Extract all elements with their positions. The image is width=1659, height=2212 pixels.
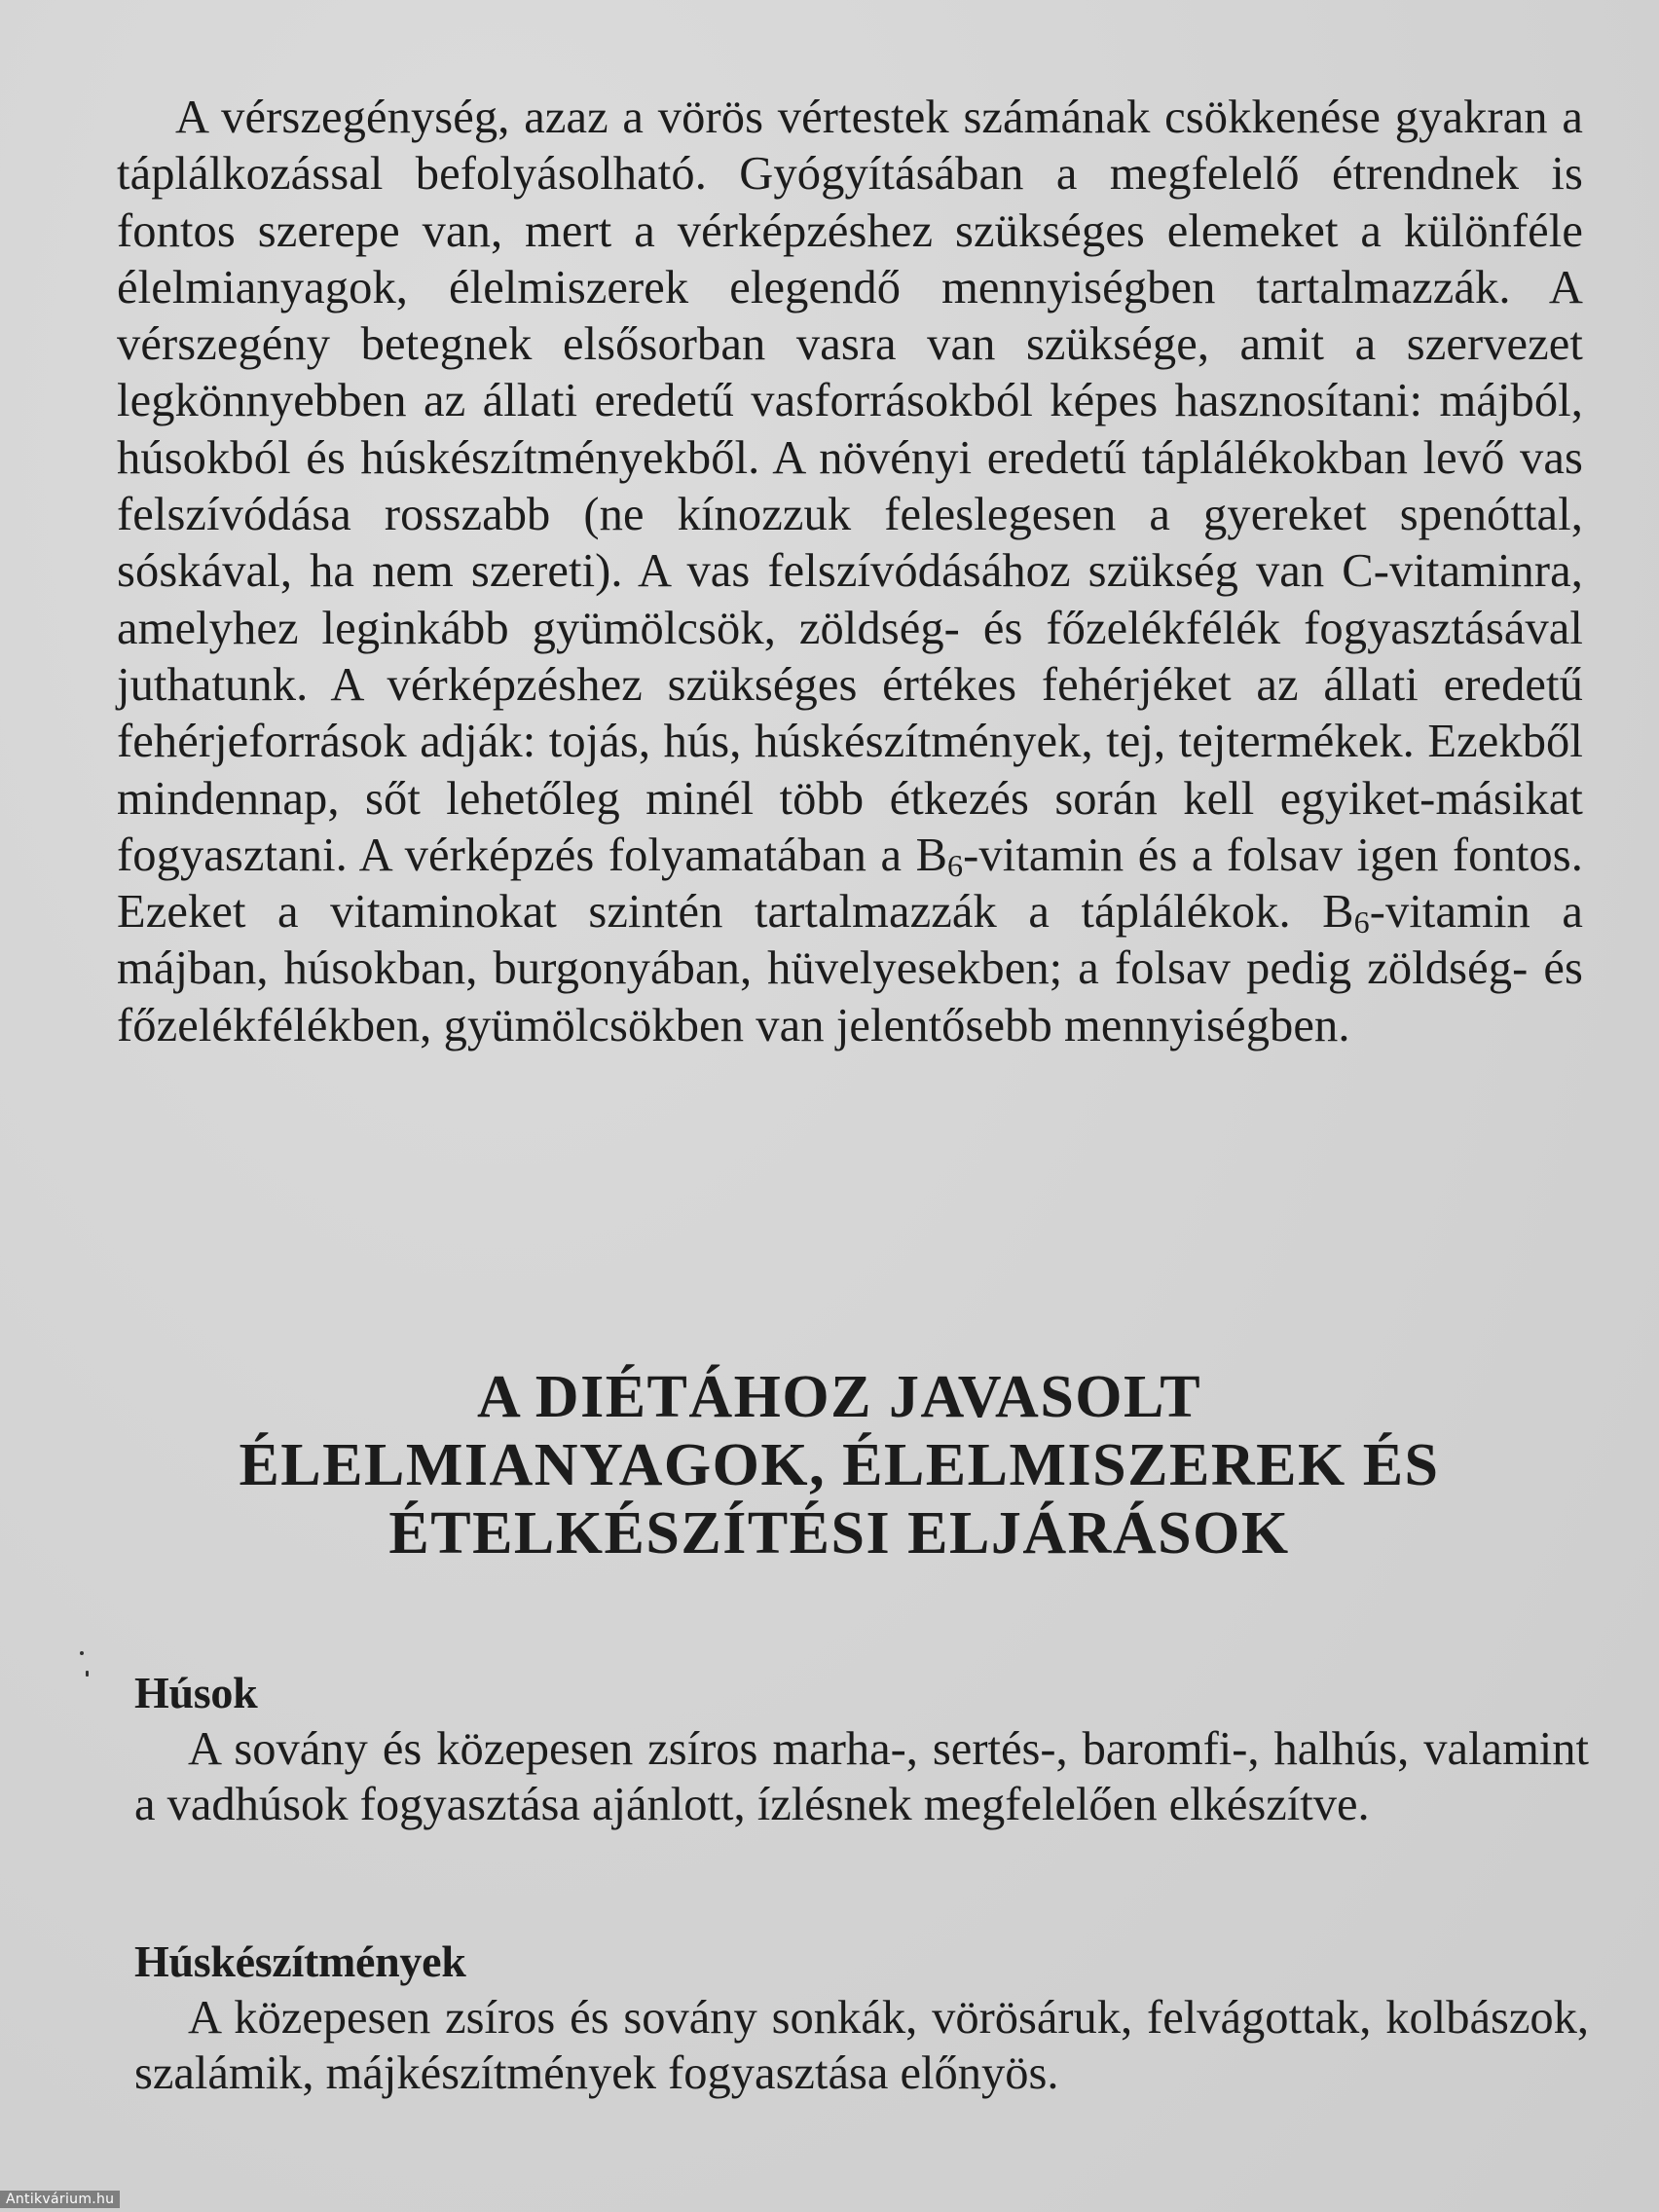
print-speck: [86, 1671, 89, 1677]
chapter-heading: [117, 1363, 1562, 1567]
intro-text-part-3: -vitamin a májban, húsokban, burgonyában, hüvelyesekben; a folsav pedig zöldség- és főzelékfélékben, gyümölcsökben van jelentősebb mennyiségben.: [117, 886, 1583, 1051]
section-title-husok: Húsok: [134, 1668, 258, 1717]
section-title-huskeszitmenyek: Húskészítmények: [134, 1936, 466, 1986]
section-body-husok: A sovány és közepesen zsíros marha-, sertés-, baromfi-, halhús, valamint a vadhúsok fogyasztása ajánlott, ízlésnek megfelelően elkészítve.: [134, 1723, 1589, 1830]
intro-text-part-1: A vérszegénység, azaz a vörös vértestek számának csökkenése gyakran a táplálkozással befolyásolható. Gyógyításában a megfelelő étrendnek is fontos szerepe van, mert a vérképzéshez szükséges elemeket a különféle élelmianyagok, élelmiszerek elegendő mennyiségben tartalmazzák. A vérszegény betegnek elsősorban vasra van szüksége, amit a szervezet legkönnyebben az állati eredetű vasforrásokból képes hasznosítani: májból, húsokból és húskészítményekből. A növényi eredetű táplálékokban levő vas felszívódása rosszabb (ne kínozzuk feleslegesen a gyereket spenóttal, sóskával, ha nem szereti). A vas felszívódásához szükség van C-vitaminra, amelyhez leginkább gyümölcsök, zöldség- és főzelékfélék fogyasztásával juthatunk. A vérképzéshez szükséges értékes fehérjéket az állati eredetű fehérjeforrások adják: tojás, hús, húskészítmények, tej, tejtermékek. Ezekből mindennap, sőt lehetőleg minél több étkezés során kell egyiket-másikat fogyasztani. A vérképzés folyamatában a B: [117, 92, 1583, 881]
heading-line-2: ÉLELMIANYAGOK, ÉLELMISZEREK ÉS: [239, 1432, 1440, 1498]
intro-text-part-2: -vitamin és a folsav igen fontos. Ezeket a vitaminokat szintén tartalmazzák a táplálékok. B: [117, 829, 1583, 939]
intro-paragraph: [117, 90, 1583, 1054]
print-speck: [80, 1651, 84, 1655]
heading-line-3: ÉTELKÉSZÍTÉSI ELJÁRÁSOK: [388, 1500, 1290, 1567]
heading-line-1: A DIÉTÁHOZ JAVASOLT: [476, 1364, 1202, 1430]
b-vitamin-subscript-1: 6: [947, 847, 964, 883]
b-vitamin-subscript-2: 6: [1353, 904, 1370, 940]
watermark: Antikvárium.hu: [0, 2191, 120, 2208]
section-body-huskeszitmenyek: A közepesen zsíros és sovány sonkák, vörösáruk, felvágottak, kolbászok, szalámik, májkészítmények fogyasztása előnyös.: [134, 1992, 1589, 2099]
